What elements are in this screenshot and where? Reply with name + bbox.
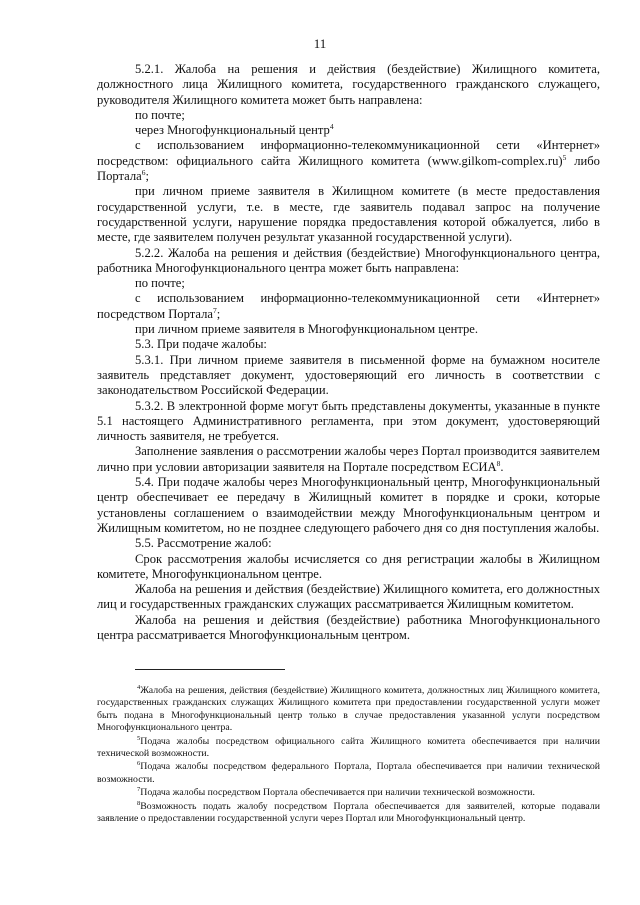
paragraph-text: с использованием информационно-телекоммуникационной сети «Интернет» посредством Портала: [97, 291, 600, 321]
paragraph-via-portal: [97, 291, 600, 322]
paragraph-text: ;: [145, 169, 150, 184]
paragraph-5-3-1: 5.3.1. При личном приеме заявителя в письменной форме на бумажном носителе заявитель представляет документ, удостоверяющий его личность в соответствии с законодательством Российской Федерации.: [97, 352, 600, 398]
footnote-number: 4: [137, 684, 141, 691]
footnote-mark: 8: [496, 458, 501, 468]
paragraph-5-2-1: 5.2.1. Жалоба на решения и действия (бездействие) Жилищного комитета, должностного лица Жилищного комитета, государственного гражданского служащего, руководителя Жилищного комитета может быть направлена:: [97, 62, 600, 107]
paragraph-text: через Многофункциональный центр: [135, 123, 330, 138]
paragraph-review-term: Срок рассмотрения жалобы исчисляется со дня регистрации жалобы в Жилищном комитете, Многофункциональном центре.: [97, 551, 600, 581]
paragraph-text: либо Портала: [97, 153, 600, 184]
paragraph-in-person-mfc: при личном приеме заявителя в Многофункциональном центре.: [135, 322, 479, 337]
paragraph-in-person: при личном приеме заявителя в Жилищном комитете (в месте предоставления государственной услуги, т.е. в месте, где заявитель подавал запрос на получение государственной услуги, нарушение порядка предоставления которой обжалуется, либо в месте, где заявителем получен результат указанной государственной услуги).: [97, 184, 600, 245]
footnote: [97, 761, 600, 786]
footnote: [97, 787, 600, 799]
footnote-number: 7: [137, 786, 141, 794]
footnote-separator: [135, 669, 285, 670]
page-number: 11: [313, 36, 327, 51]
footnote-mark: 5: [562, 152, 567, 162]
footnote-mark: 4: [329, 122, 334, 132]
paragraph-text: Заполнение заявления о рассмотрении жалобы через Портал производится заявителем лично при условии авторизации заявителя на Портале посредством ЕСИА: [97, 444, 600, 474]
paragraph-text: с использованием информационно-телекоммуникационной сети «Интернет» посредством: официального сайта Жилищного комитета (www.gilkom-complex.ru): [97, 138, 600, 168]
paragraph-via-internet: [97, 138, 600, 184]
paragraph-text: .: [500, 459, 504, 474]
footnote-mark: 7: [212, 305, 217, 315]
paragraph-by-mail-2: по почте;: [135, 276, 185, 291]
footnote-text: Подача жалобы посредством федерального Портала, Портала обеспечивается при наличии технической возможности.: [97, 761, 600, 785]
paragraph-via-mfc: [97, 123, 600, 138]
footnote-text: Жалоба на решения, действия (бездействие) Жилищного комитета, должностных лиц Жилищного комитета, государственных гражданских служащих Жилищного комитета при предоставлении государственной услуги может быть подана в Многофункциональный центр только в случае предоставления указанной услуги посредством Многофункционального центра.: [97, 685, 600, 734]
paragraph-text: ;: [216, 306, 221, 321]
paragraph-5-3-2: 5.3.2. В электронной форме могут быть представлены документы, указанные в пункте 5.1 настоящего Административного регламента, при этом документ, удостоверяющий личность заявителя, не требуется.: [97, 398, 600, 444]
paragraph-5-3: 5.3. При подаче жалобы:: [135, 337, 267, 352]
paragraph-5-5: 5.5. Рассмотрение жалоб:: [135, 536, 272, 551]
footnote: [97, 685, 600, 735]
paragraph-review-committee: Жалоба на решения и действия (бездействие) Жилищного комитета, его должностных лиц и государственных гражданских служащих рассматривается Жилищным комитетом.: [97, 582, 600, 612]
footnote-number: 8: [137, 799, 141, 807]
footnote: [97, 736, 600, 761]
footnotes: [97, 685, 600, 826]
footnote-number: 5: [137, 734, 141, 742]
footnote-text: Подача жалобы посредством официального сайта Жилищного комитета обеспечивается при наличии технической возможности.: [97, 735, 600, 760]
paragraph-esia: [97, 444, 600, 475]
footnote-text: Возможность подать жалобу посредством Портала обеспечивается для заявителей, которые подавали заявление о предоставлении государственной услуги через Портал или Многофункциональный центр.: [97, 800, 600, 825]
paragraph-5-2-2: 5.2.2. Жалоба на решения и действия (бездействие) Многофункционального центра, работника Многофункционального центра может быть направлена:: [97, 245, 600, 275]
footnote-mark: 6: [141, 168, 146, 178]
document-body: [97, 62, 600, 643]
footnote: [97, 801, 600, 826]
footnote-text: Подача жалобы посредством Портала обеспечивается при наличии технической возможности.: [140, 787, 535, 799]
paragraph-by-mail: по почте;: [135, 107, 185, 122]
footnote-number: 6: [137, 760, 141, 768]
paragraph-review-mfc: Жалоба на решения и действия (бездействие) работника Многофункционального центра рассматривается Многофункциональным центром.: [97, 612, 600, 642]
paragraph-5-4: 5.4. При подаче жалобы через Многофункциональный центр, Многофункциональный центр обеспечивает ее передачу в Жилищный комитет в порядке и сроки, которые установлены соглашением о взаимодействии между Многофункциональным центром и Жилищным комитетом, но не позднее следующего рабочего дня со дня поступления жалобы.: [97, 475, 600, 535]
